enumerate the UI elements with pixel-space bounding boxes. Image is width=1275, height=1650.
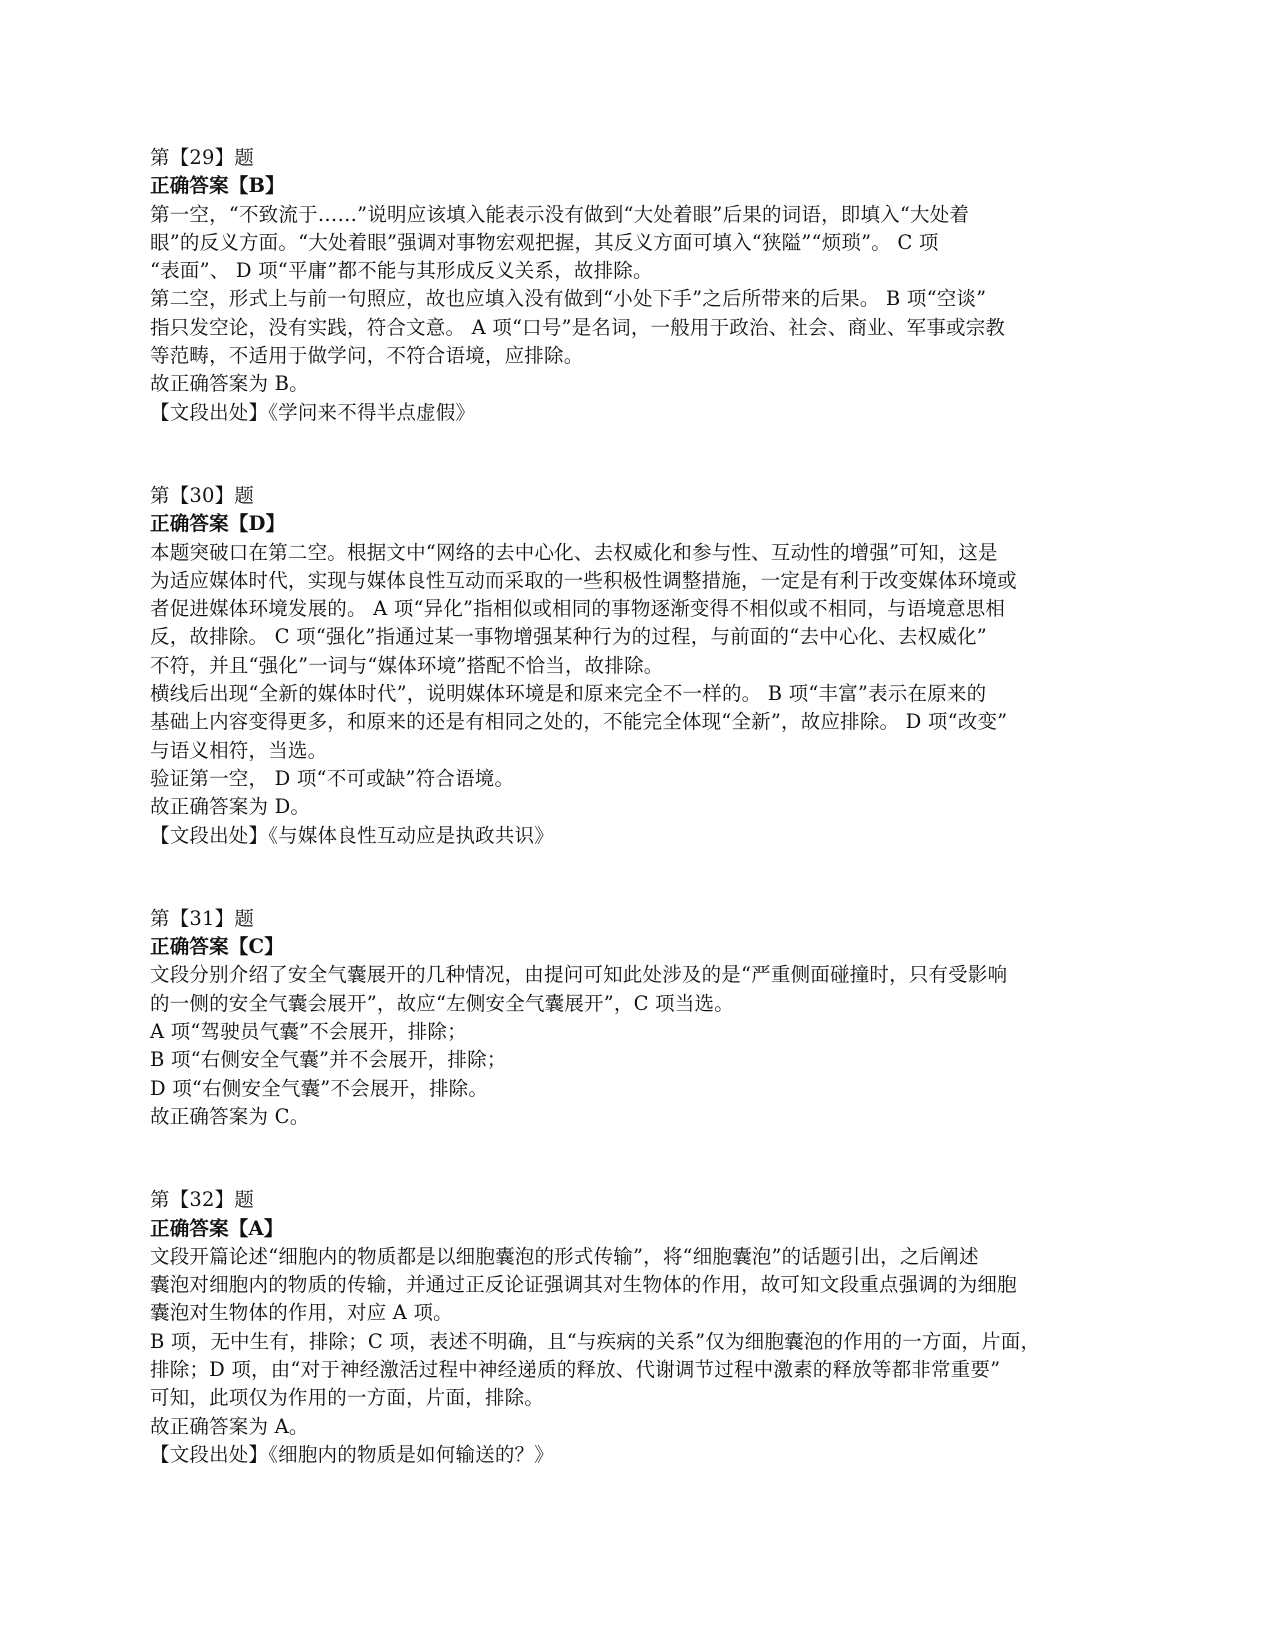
explanation-line: 文段分别介绍了安全气囊展开的几种情况，由提问可知此处涉及的是“严重侧面碰撞时，只有受影响 (150, 963, 1008, 987)
explanation-line: 者促进媒体环境发展的。 A 项“异化”指相似或相同的事物逐渐变得不相似或不相同，与语境意思相 (150, 597, 1006, 621)
question-32 (150, 1186, 1140, 1469)
explanation-line: 验证第一空， D 项“不可或缺”符合语境。 (150, 766, 515, 790)
explanation-line: D 项“右侧安全气囊”不会展开，排除。 (150, 1076, 489, 1100)
explanation-line: 不符，并且“强化”一词与“媒体环境”搭配不恰当，故排除。 (150, 653, 664, 677)
conclusion-line: 故正确答案为 C。 (150, 1104, 310, 1128)
explanation-line: 囊泡对细胞内的物质的传输，并通过正反论证强调其对生物体的作用，故可知文段重点强调的为细胞 (150, 1273, 1017, 1297)
correct-answer: 正确答案【D】 (150, 512, 286, 536)
explanation-line: 本题突破口在第二空。根据文中“网络的去中心化、去权威化和参与性、互动性的增强”可知，这是 (150, 540, 998, 564)
explanation-line: 囊泡对生物体的作用，对应 A 项。 (150, 1301, 453, 1325)
explanation-line: 指只发空论，没有实践，符合文意。 A 项“口号”是名词，一般用于政治、社会、商业、军事或宗教 (150, 315, 1006, 339)
conclusion-line: 故正确答案为 A。 (150, 1414, 309, 1438)
explanation-line: 等范畴，不适用于做学问，不符合语境，应排除。 (150, 344, 584, 368)
explanation-line: 排除；D 项，由“对于神经激活过程中神经递质的释放、代谢调节过程中激素的释放等都非常重要” (150, 1357, 1001, 1381)
question-heading: 第【32】题 (150, 1188, 255, 1212)
explanation-line: 眼”的反义方面。“大处着眼”强调对事物宏观把握，其反义方面可填入“狭隘”“烦琐”。 C 项 (150, 230, 939, 254)
source-line: 【文段出处】《与媒体良性互动应是执政共识》 (150, 823, 554, 847)
explanation-line: B 项，无中生有，排除；C 项，表述不明确，且“与疾病的关系”仅为细胞囊泡的作用的一方面，片面， (150, 1329, 1041, 1353)
document-page (150, 144, 1140, 1524)
explanation-line: “表面”、 D 项“平庸”都不能与其形成反义关系，故排除。 (150, 259, 653, 283)
question-heading: 第【31】题 (150, 906, 255, 930)
explanation-line: 横线后出现“全新的媒体时代”，说明媒体环境是和原来完全不一样的。 B 项“丰富”表示在原来的 (150, 682, 987, 706)
question-30 (150, 482, 1140, 850)
explanation-line: 第二空，形式上与前一句照应，故也应填入没有做到“小处下手”之后所带来的后果。 B 项“空谈” (150, 287, 987, 311)
explanation-line: 为适应媒体时代，实现与媒体良性互动而采取的一些积极性调整措施，一定是有利于改变媒体环境或 (150, 568, 1017, 592)
explanation-line: 反，故排除。 C 项“强化”指通过某一事物增强某种行为的过程，与前面的“去中心化、去权威化” (150, 625, 987, 649)
source-line: 【文段出处】《学问来不得半点虚假》 (150, 400, 476, 424)
explanation-line: 第一空，“不致流于……”说明应该填入能表示没有做到“大处着眼”后果的词语，即填入“大处着 (150, 202, 970, 226)
conclusion-line: 故正确答案为 B。 (150, 372, 309, 396)
explanation-line: 基础上内容变得更多，和原来的还是有相同之处的，不能完全体现“全新”，故应排除。 D 项“改变” (150, 710, 1008, 734)
explanation-line: 可知，此项仅为作用的一方面，片面，排除。 (150, 1386, 545, 1410)
explanation-line: A 项“驾驶员气囊”不会展开，排除； (150, 1020, 467, 1044)
question-31 (150, 905, 1140, 1131)
question-29 (150, 144, 1140, 427)
correct-answer: 正确答案【A】 (150, 1216, 284, 1240)
explanation-line: B 项“右侧安全气囊”并不会展开，排除； (150, 1048, 507, 1072)
question-heading: 第【29】题 (150, 146, 255, 169)
conclusion-line: 故正确答案为 D。 (150, 795, 311, 819)
correct-answer: 正确答案【B】 (150, 174, 285, 198)
explanation-line: 的一侧的安全气囊会展开”，故应“左侧安全气囊展开”，C 项当选。 (150, 991, 734, 1015)
explanation-line: 与语义相符，当选。 (150, 738, 328, 762)
source-line: 【文段出处】《细胞内的物质是如何输送的？》 (150, 1442, 554, 1466)
correct-answer: 正确答案【C】 (150, 935, 284, 959)
question-heading: 第【30】题 (150, 483, 255, 507)
explanation-line: 文段开篇论述“细胞内的物质都是以细胞囊泡的形式传输”，将“细胞囊泡”的话题引出，之后阐述 (150, 1244, 979, 1268)
